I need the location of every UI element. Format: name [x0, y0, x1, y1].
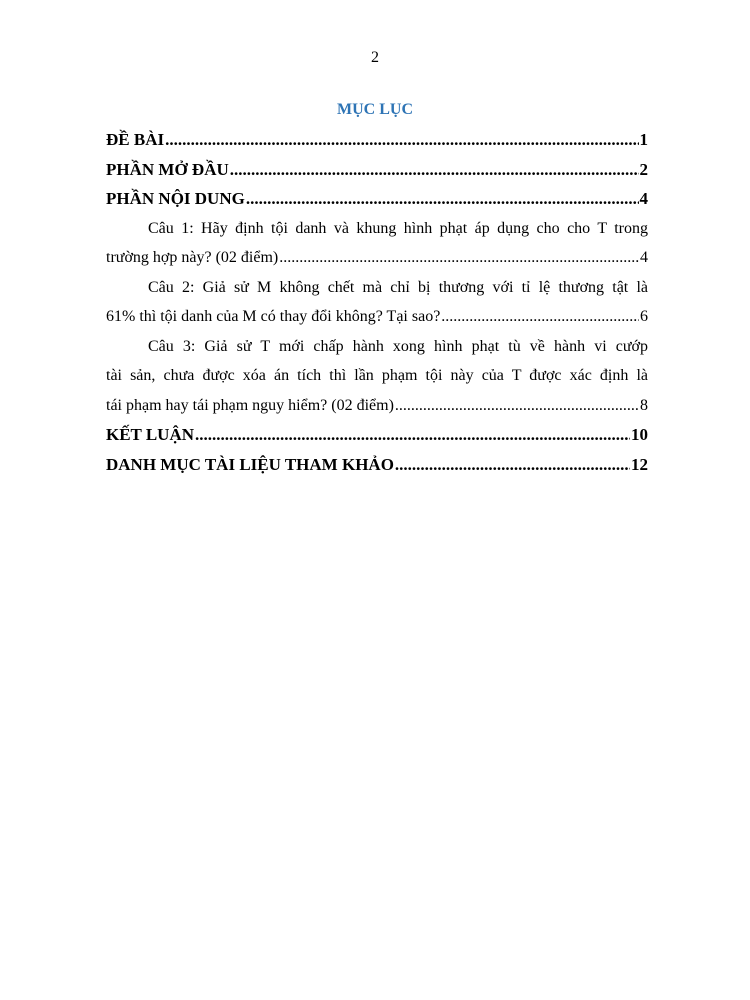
toc-entry-line: tái phạm hay tái phạm nguy hiểm? (02 điểm): [106, 396, 394, 414]
toc-entry-page: 1: [639, 130, 648, 149]
toc-entry-line: Câu 3: Giả sử T mới chấp hành xong hình phạt tù về hành vi cướp: [148, 337, 648, 355]
table-of-contents: [106, 125, 648, 479]
dot-leader: [395, 450, 630, 480]
toc-entry-phan-noi-dung[interactable]: [106, 184, 648, 214]
toc-entry-label: PHẦN MỞ ĐẦU: [106, 159, 229, 179]
toc-entry-page: 4: [639, 189, 648, 208]
toc-entry-page: 10: [631, 425, 648, 444]
dot-leader: [165, 125, 638, 155]
toc-entry-cau-1[interactable]: [106, 214, 648, 273]
toc-entry-ket-luan[interactable]: [106, 420, 648, 450]
page-number: 2: [371, 49, 379, 66]
toc-entry-page: 12: [631, 454, 648, 474]
toc-entry-line: Câu 2: Giả sử M không chết mà chỉ bị thương với tỉ lệ thương tật là: [148, 278, 648, 296]
toc-entry-label: DANH MỤC TÀI LIỆU THAM KHẢO: [106, 454, 394, 474]
toc-entry-label: ĐỀ BÀI: [106, 130, 165, 149]
toc-entry-danh-muc-tai-lieu[interactable]: [106, 450, 648, 480]
toc-entry-page: 6: [640, 308, 648, 325]
dot-leader: [246, 184, 639, 214]
dot-leader: [230, 155, 639, 185]
dot-leader: [395, 391, 639, 421]
toc-entry-phan-mo-dau[interactable]: [106, 155, 648, 185]
toc-entry-line: 61% thì tội danh của M có thay đổi không? Tại sao?: [106, 308, 441, 325]
toc-entry-label: PHẦN NỘI DUNG: [106, 189, 245, 208]
toc-entry-de-bai[interactable]: [106, 125, 648, 155]
toc-entry-label: KẾT LUẬN: [106, 425, 195, 444]
toc-entry-line: tài sản, chưa được xóa án tích thì lần phạm tội này của T được xác định là: [106, 367, 648, 384]
toc-entry-line: Câu 1: Hãy định tội danh và khung hình phạt áp dụng cho cho T trong: [148, 219, 648, 237]
toc-entry-cau-3[interactable]: [106, 332, 648, 421]
dot-leader: [441, 302, 639, 332]
toc-entry-page: 2: [639, 159, 648, 179]
dot-leader: [195, 420, 630, 450]
toc-entry-page: 4: [640, 249, 648, 266]
toc-entry-cau-2[interactable]: [106, 273, 648, 332]
dot-leader: [279, 243, 639, 273]
toc-title: MỤC LỤC: [337, 101, 413, 118]
toc-entry-page: 8: [640, 396, 648, 414]
toc-entry-line: trường hợp này? (02 điểm): [106, 249, 279, 266]
